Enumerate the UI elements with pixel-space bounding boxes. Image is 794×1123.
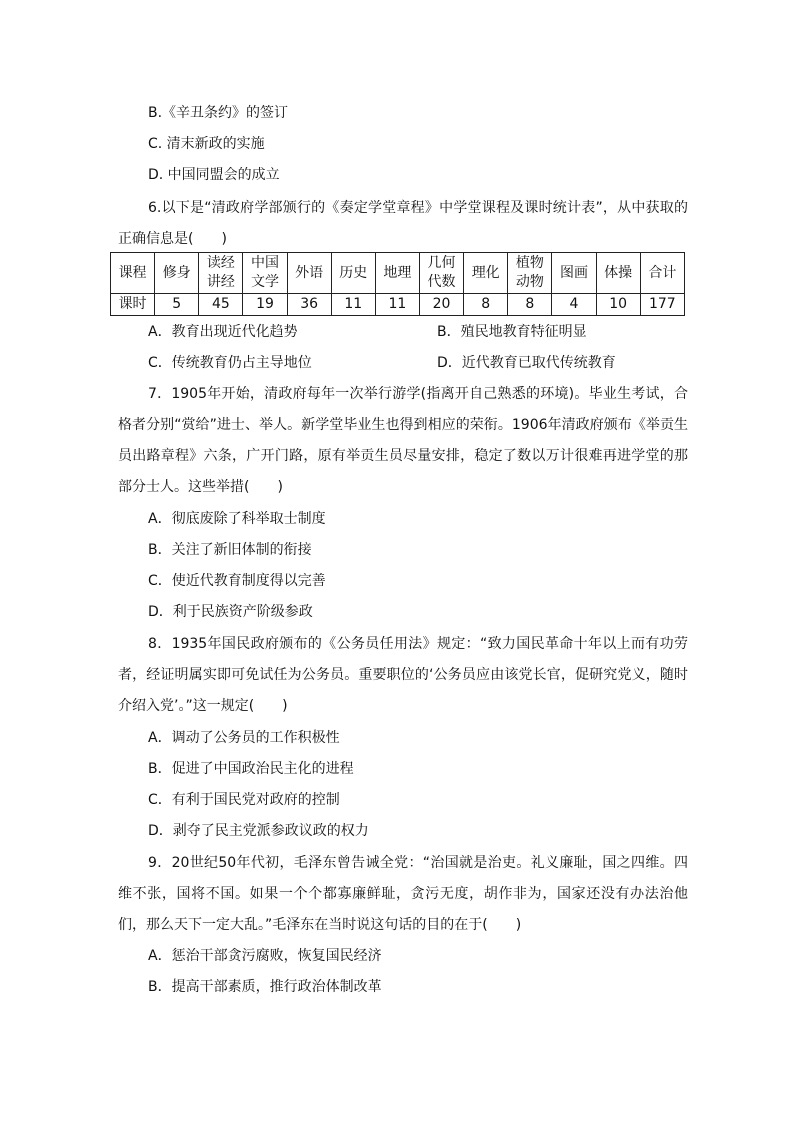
table-header-cell: 读经 讲经	[199, 253, 243, 294]
q6-option-a: A．教育出现近代化趋势	[148, 324, 298, 340]
q5-option-c: C. 清末新政的实施	[148, 136, 265, 152]
table-header-cell: 历史	[331, 253, 375, 294]
q9-stem: 9．20世纪50年代初，毛泽东曾告诫全党：“治国就是治吏。礼义廉耻，国之四维。四维不张，国将不国。如果一个个都寡廉鲜耻，贪污无度，胡作非为，国家还没有办法治他们，那么天下一定大乱。”毛泽东在当时说这句话的目的在于( )	[118, 855, 688, 933]
q8-option-d: D．剥夺了民主党派参政议政的权力	[148, 823, 369, 839]
table-cell: 8	[508, 294, 552, 316]
q6-option-c: C．传统教育仍占主导地位	[148, 355, 312, 371]
q5-option-d: D. 中国同盟会的成立	[148, 167, 280, 183]
table-cell: 4	[552, 294, 596, 316]
q7-option-d: D．利于民族资产阶级参政	[148, 604, 313, 620]
table-cell: 10	[596, 294, 640, 316]
q8-option-a: A．调动了公务员的工作积极性	[148, 730, 340, 746]
table-header-cell: 几何 代数	[419, 253, 463, 294]
table-cell: 11	[331, 294, 375, 316]
q7-stem: 7．1905年开始，清政府每年一次举行游学(指离开自己熟悉的环境)。毕业生考试，合格者分别“赏给”进士、举人。新学堂毕业生也得到相应的荣衔。1906年清政府颁布《举贡生员出路章程》六条，广开门路，原有举贡生员尽量安排，稳定了数以万计很难再进学堂的那部分士人。这些举措( )	[118, 386, 688, 495]
table-cell: 5	[155, 294, 199, 316]
table-header-cell: 地理	[375, 253, 419, 294]
table-header-row	[111, 253, 685, 294]
table-header-cell: 理化	[464, 253, 508, 294]
table-cell: 36	[287, 294, 331, 316]
q9-option-a: A．惩治干部贪污腐败，恢复国民经济	[148, 948, 382, 964]
table-header-cell: 体操	[596, 253, 640, 294]
table-cell: 8	[464, 294, 508, 316]
q8-stem: 8．1935年国民政府颁布的《公务员任用法》规定：“致力国民革命十年以上而有功劳者，经证明属实即可免试任为公务员。重要职位的‘公务员应由该党长官，促研究党义，随时介绍入党’。”这一规定( )	[118, 636, 688, 714]
q9-option-b: B．提高干部素质，推行政治体制改革	[148, 979, 382, 995]
q8-option-b: B．促进了中国政治民主化的进程	[148, 761, 354, 777]
q7-option-a: A．彻底废除了科举取士制度	[148, 511, 326, 527]
table-header-cell: 外语	[287, 253, 331, 294]
table-header-cell: 植物 动物	[508, 253, 552, 294]
table-row	[111, 294, 685, 316]
table-header-cell: 合计	[640, 253, 684, 294]
table-row-label: 课时	[111, 294, 155, 316]
table-header-cell: 中国 文学	[243, 253, 287, 294]
table-cell: 177	[640, 294, 684, 316]
table-cell: 19	[243, 294, 287, 316]
table-header-cell: 修身	[155, 253, 199, 294]
q6-stem: 6.以下是“清政府学部颁行的《奏定学堂章程》中学堂课程及课时统计表”，从中获取的正确信息是( )	[118, 200, 688, 247]
table-cell: 11	[375, 294, 419, 316]
q5-option-b: B.《辛丑条约》的签订	[148, 105, 289, 121]
q7-option-b: B．关注了新旧体制的衔接	[148, 542, 312, 558]
table-header-cell: 课程	[111, 253, 155, 294]
table-cell: 45	[199, 294, 243, 316]
table-header-cell: 图画	[552, 253, 596, 294]
q6-option-d: D．近代教育已取代传统教育	[437, 355, 616, 371]
q7-option-c: C．使近代教育制度得以完善	[148, 573, 326, 589]
course-hours-table	[110, 252, 685, 316]
q8-option-c: C．有利于国民党对政府的控制	[148, 792, 340, 808]
q6-option-b: B．殖民地教育特征明显	[437, 324, 587, 340]
table-cell: 20	[419, 294, 463, 316]
